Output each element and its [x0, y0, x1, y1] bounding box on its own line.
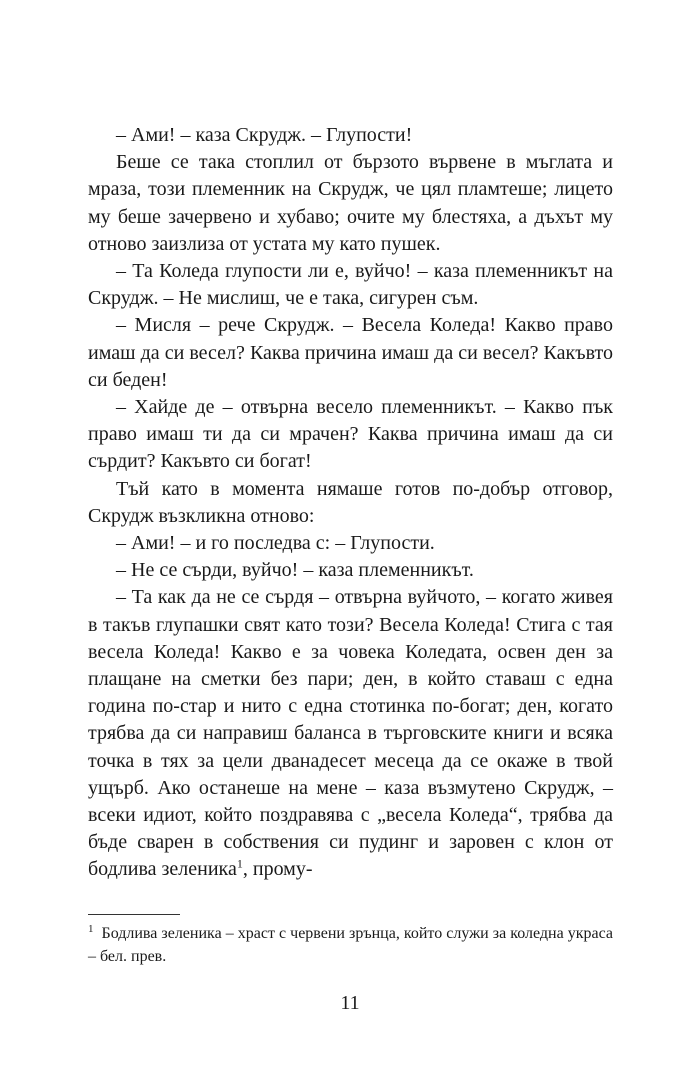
- paragraph-5: – Хайде де – отвърна весело племенникът. – Какво пък право имаш ти да си мрачен? Каква причина имаш да си сърдит? Какъвто си богат!: [88, 396, 613, 473]
- paragraph-6: Тъй като в момента нямаше готов по-добър отговор, Скрудж възкликна отново:: [88, 477, 613, 527]
- page-body: [88, 122, 613, 884]
- footnote-reference[interactable]: 1: [236, 856, 243, 871]
- paragraph-9-tail: , прому-: [242, 858, 313, 881]
- footnote-text: Бодлива зеленика – храст с червени зрънца, който служи за коледна украса – бел. прев.: [88, 925, 613, 965]
- footnote-mark: 1: [88, 922, 94, 935]
- paragraph-9: [88, 584, 613, 883]
- page-number: 11: [340, 992, 360, 1014]
- paragraph-7: – Ами! – и го последва с: – Глупости.: [116, 532, 435, 555]
- footnote-divider: [88, 914, 180, 915]
- footnote: [88, 922, 613, 968]
- paragraph-2: Беше се така стоплил от бързото вървене в мъглата и мраза, този племенник на Скрудж, че цял пламтеше; лицето му беше зачервено и хубаво; очите му блестяха, а дъхът му отново заизлиза от устата му като пушек.: [88, 151, 613, 255]
- paragraph-8: – Не се сърди, вуйчо! – каза племенникът.: [116, 559, 474, 582]
- paragraph-1: – Ами! – каза Скрудж. – Глупости!: [116, 124, 413, 146]
- paragraph-9-text: – Та как да не се сърдя – отвърна вуйчото, – когато живея в такъв глупашки свят като този? Весела Коледа! Стига с тая весела Коледа! Какво е за човека Коледата, освен ден за плащане на сметки без пари; ден, в който ставаш с една година по-стар и нито с една стотинка по-богат; ден, когато трябва да си направиш баланса в търговските книги и всяка точка в тях за цели дванадесет месеца да се окаже в твой ущърб. Ако останеше на мене – каза възмутено Скрудж, – всеки идиот, който поздравява с „весела Коледа“, трябва да бъде сварен в собствения си пудинг и заровен с клон от бодлива зеленика: [88, 586, 613, 881]
- paragraph-3: – Та Коледа глупости ли е, вуйчо! – каза племенникът на Скрудж. – Не мислиш, че е така, сигурен съм.: [88, 260, 613, 310]
- paragraph-4: – Мисля – рече Скрудж. – Весела Коледа! Какво право имаш да си весел? Каква причина имаш да си весел? Какъвто си беден!: [88, 314, 613, 391]
